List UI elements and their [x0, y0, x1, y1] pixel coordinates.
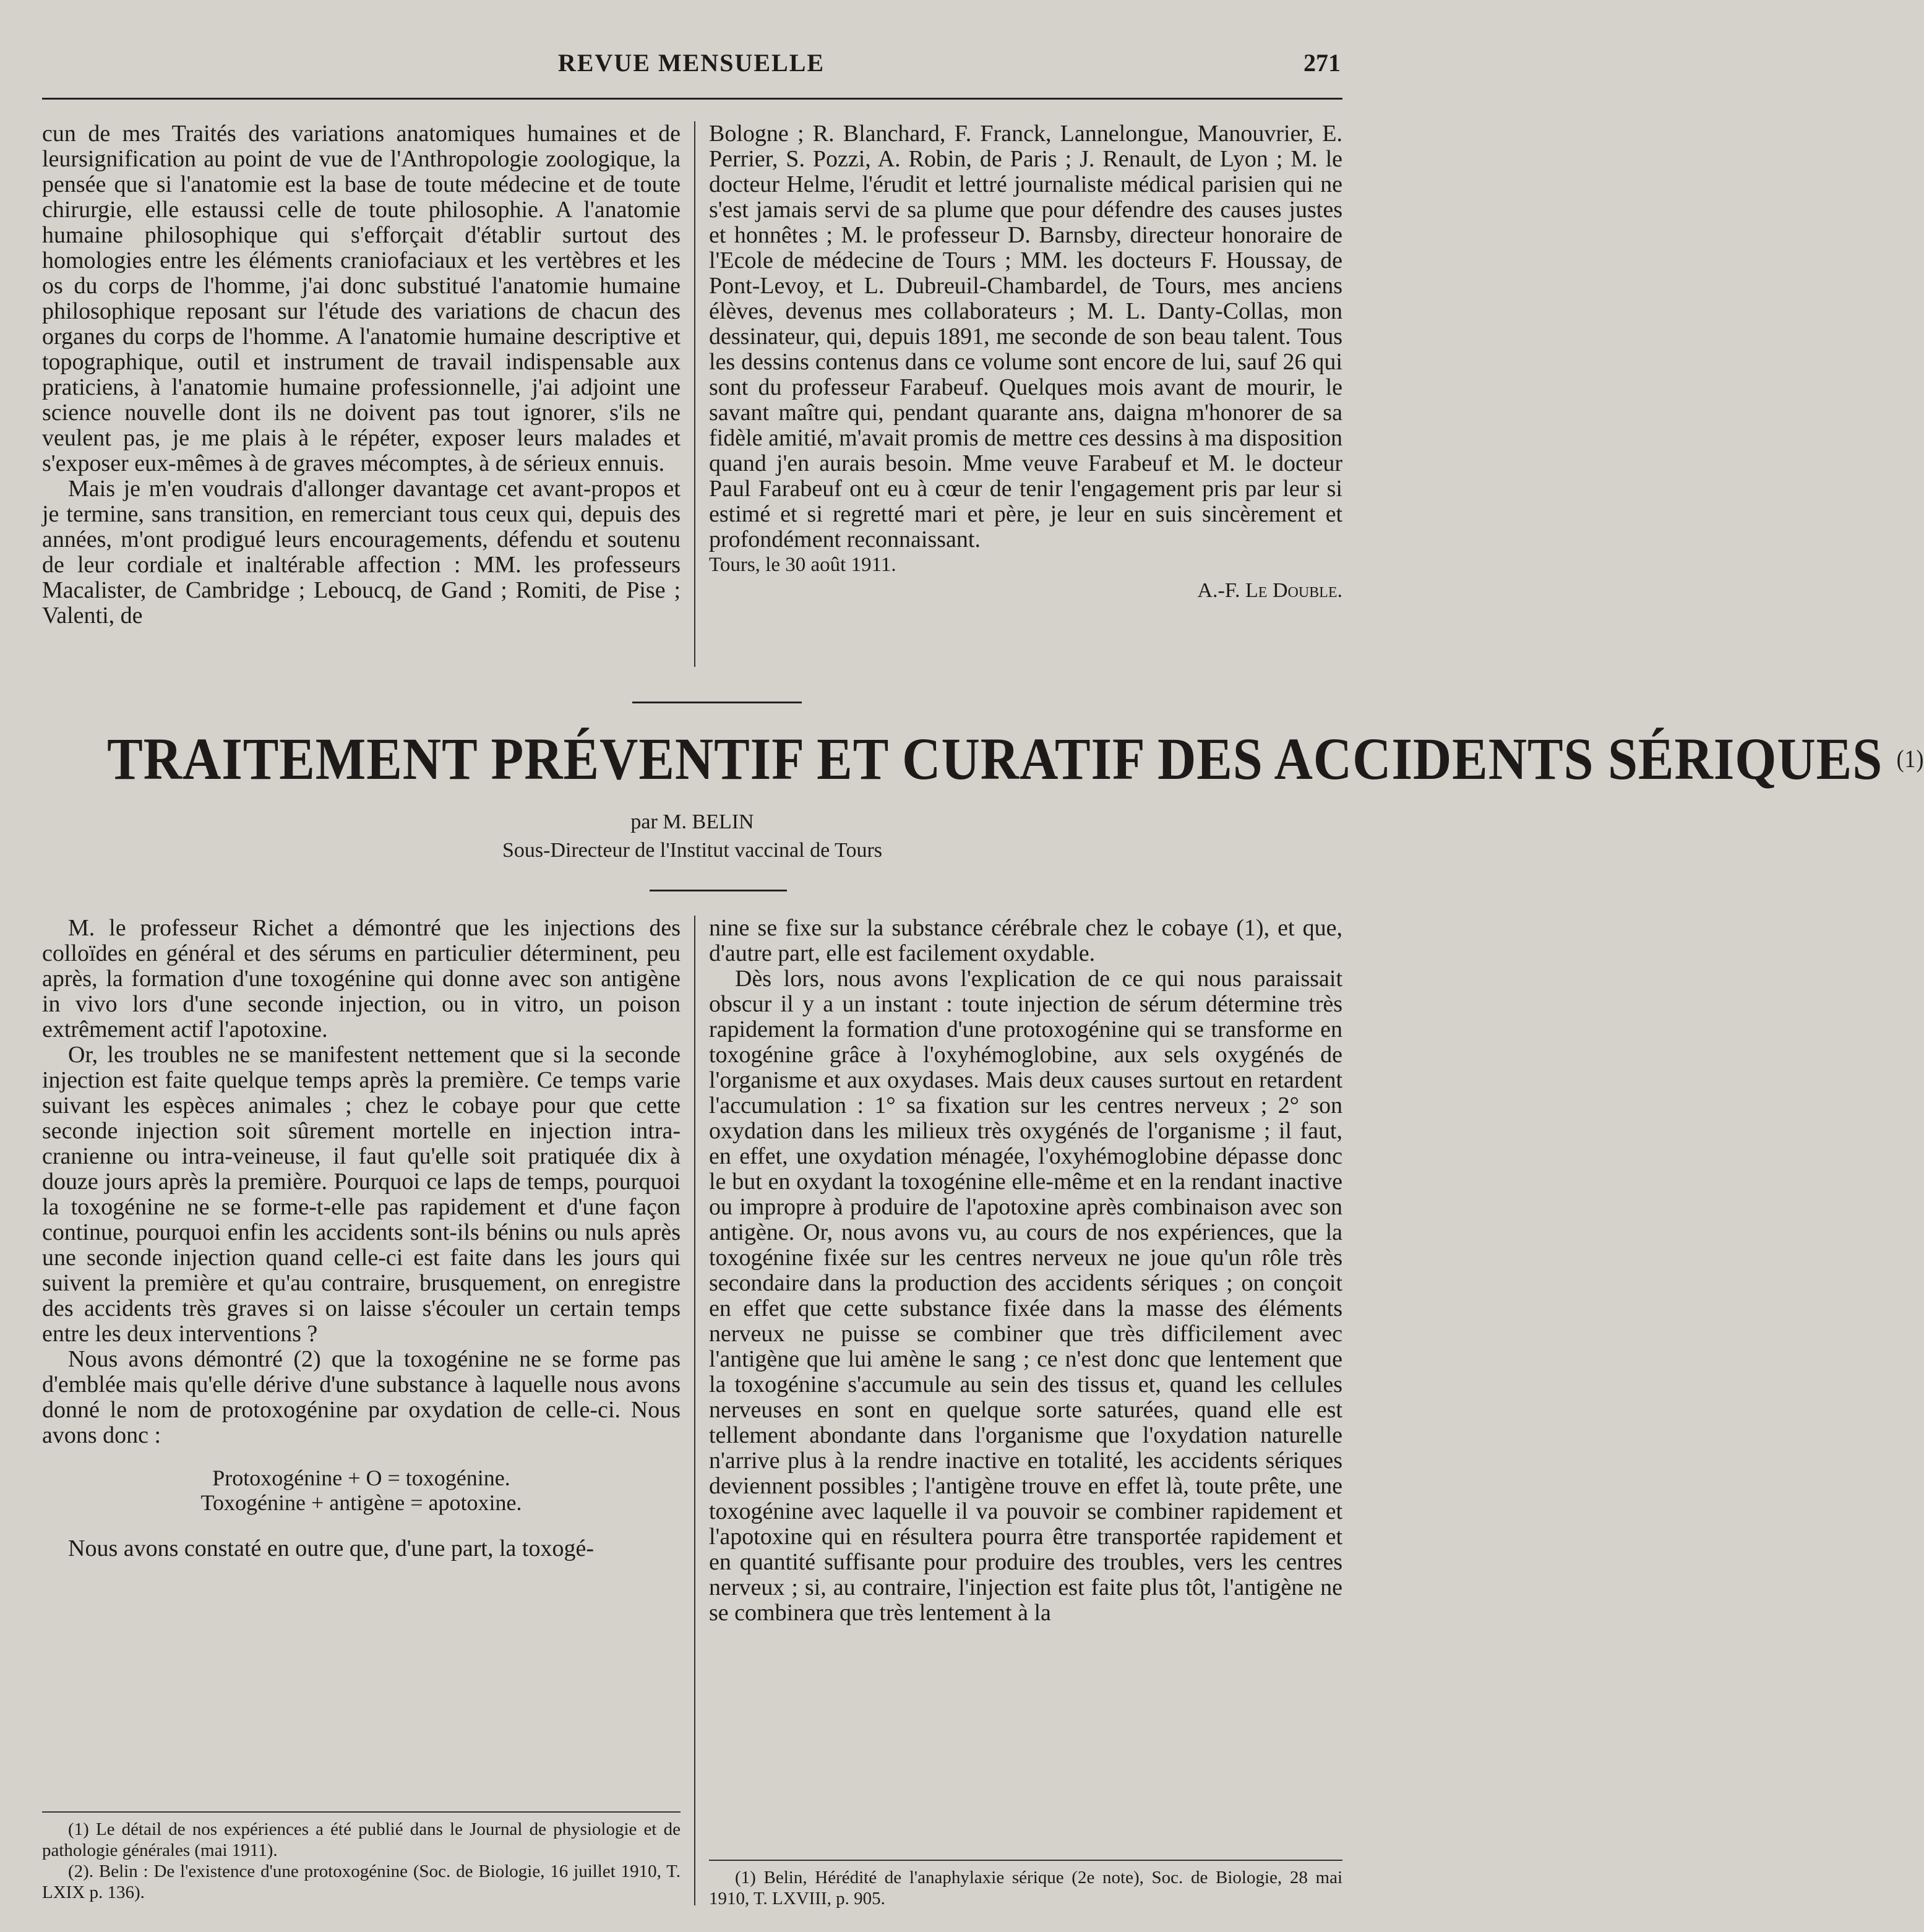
article-title	[107, 725, 1924, 793]
formula-line: Toxogénine + antigène = apotoxine.	[200, 1490, 522, 1515]
formula-line: Protoxogénine + O = toxogénine.	[212, 1466, 510, 1490]
top-left-column	[42, 121, 681, 629]
paragraph: Nous avons constaté en outre que, d'une part, la toxogé-	[68, 1535, 594, 1561]
paragraph: Mais je m'en voudrais d'allonger davantage cet avant-propos et je termine, sans transition, en remerciant tous ceux qui, depuis des années, m'ont prodigué leurs encouragements, défendu et soutenu de leur cordiale et inaltérable affection : MM. les professeurs Macalister, de Cambridge ; Leboucq, de Gand ; Romiti, de Pise ; Valenti, de	[42, 476, 681, 629]
footnotes-left	[42, 1819, 681, 1903]
column-divider	[694, 916, 695, 1905]
paragraph: Dès lors, nous avons l'explication de ce qui nous paraissait obscur il y a un instant : toute injection de sérum détermine très rapidement la formation d'une protoxogénine qui se transforme en toxogénine grâce à l'oxyhémoglobine, aux sels oxygénés de l'organisme et aux oxydases. Mais deux causes surtout en retardent l'accumulation : 1° sa fixation sur les centres nerveux ; 2° son oxydation dans les milieux très oxygénés de l'organisme ; il faut, en effet, une oxydation ménagée, l'oxyhémoglobine dépasse donc le but en oxydant la toxogénine elle-même et en la rendant inactive ou impropre à produire de l'apotoxine après combinaison avec son antigène. Or, nous avons vu, au cours de nos expériences, que la toxogénine fixée sur les centres nerveux ne joue qu'un rôle très secondaire dans la production des accidents sériques ; on conçoit en effet que cette substance fixée dans la masse des éléments nerveux ne puisse se combiner que très difficilement avec l'antigène que lui amène le sang ; ce n'est donc que lentement que la toxogénine s'accumule au sein des tissus et, quand les cellules nerveuses en sont en quelque sorte saturées, quand elle est tellement abondante dans l'organisme que l'oxydation naturelle n'arrive plus à la rendre inactive en totalité, les accidents sériques deviennent possibles ; l'antigène trouve en effet là, toute prête, une toxogénine avec laquelle il va pouvoir se combiner rapidement et l'apotoxine qui en résultera pourra être transportée rapidement et en quantité suffisante pour produire des troubles, vers les centres nerveux ; si, au contraire, l'injection est faite plus tôt, l'antigène ne se combinera que très lentement à la	[709, 966, 1342, 1626]
byline: par M. BELIN	[630, 810, 754, 833]
signature-author: A.-F. Le Double.	[1197, 579, 1342, 602]
bottom-left-column	[42, 916, 681, 1561]
bottom-right-column	[709, 916, 1342, 1626]
footnote: (2). Belin : De l'existence d'une protoxogénine (Soc. de Biologie, 16 juillet 1910, T. LXIX p. 136).	[42, 1861, 681, 1902]
section-separator	[632, 702, 802, 703]
title-footnote-ref: (1)	[1896, 745, 1924, 773]
formula-block	[42, 1466, 681, 1515]
paragraph: Or, les troubles ne se manifestent nettement que si la seconde injection est faite quelque temps après la première. Ce temps varie suivant les espèces animales ; chez le cobaye pour que cette seconde injection soit sûrement mortelle en injection intra-cranienne ou intra-veineuse, il faut qu'elle soit pratiquée dix à douze jours après la première. Pourquoi ce laps de temps, pourquoi la toxogénine ne se forme-t-elle pas rapidement et d'une façon continue, pourquoi enfin les accidents sont-ils bénins ou nuls après une seconde injection quand celle-ci est faite dans les jours qui suivent la première et qu'au contraire, brusquement, on enregistre des accidents très graves si on laisse s'écouler un certain temps entre les deux interventions ?	[42, 1042, 681, 1347]
paragraph: Bologne ; R. Blanchard, F. Franck, Lannelongue, Manouvrier, E. Perrier, S. Pozzi, A. Robin, de Paris ; J. Renault, de Lyon ; M. le docteur Helme, l'érudit et lettré journaliste médical parisien qui ne s'est jamais servi de sa plume que pour défendre des causes justes et honnêtes ; M. le professeur D. Barnsby, directeur honoraire de l'Ecole de médecine de Tours ; MM. les docteurs F. Houssay, de Pont-Levoy, et L. Dubreuil-Chambardel, de Tours, mes anciens élèves, devenus mes collaborateurs ; M. L. Danty-Collas, mon dessinateur, qui, depuis 1891, me seconde de son beau talent. Tous les dessins contenus dans ce volume sont encore de lui, sauf 26 qui sont du professeur Farabeuf. Quelques mois avant de mourir, le savant maître qui, pendant quarante ans, daigna m'honorer de sa fidèle amitié, m'avait promis de mettre ces dessins à ma disposition quand j'en aurais besoin. Mme veuve Farabeuf et M. le docteur Paul Farabeuf ont eu à cœur de tenir l'engagement pris par leur si estimé et si regretté mari et père, je leur en suis sincèrement et profondément reconnaissant.	[709, 121, 1342, 552]
footnote-rule	[42, 1811, 681, 1813]
paragraph: M. le professeur Richet a démontré que les injections des colloïdes en général et des sérums en particulier déterminent, peu après, la formation d'une toxogénine qui donne avec son antigène in vivo lors d'une seconde injection, ou in vitro, un poison extrêmement actif l'apotoxine.	[42, 915, 681, 1042]
footnote: (1) Le détail de nos expériences a été publié dans le Journal de physiologie et de pathologie générales (mai 1911).	[42, 1819, 681, 1860]
affiliation: Sous-Directeur de l'Institut vaccinal de Tours	[502, 839, 882, 862]
running-title: REVUE MENSUELLE	[557, 49, 825, 77]
footnote-rule	[709, 1860, 1342, 1861]
top-right-column	[709, 121, 1342, 603]
footnote: (1) Belin, Hérédité de l'anaphylaxie sérique (2e note), Soc. de Biologie, 28 mai 1910, T. LXVIII, p. 905.	[709, 1868, 1342, 1908]
paragraph: Nous avons démontré (2) que la toxogénine ne se forme pas d'emblée mais qu'elle dérive d'une substance à laquelle nous avons donné le nom de protoxogénine par oxydation de celle-ci. Nous avons donc :	[42, 1346, 681, 1448]
paragraph: nine se fixe sur la substance cérébrale chez le cobaye (1), et que, d'autre part, elle est facilement oxydable.	[709, 915, 1342, 966]
signature-date: Tours, le 30 août 1911.	[709, 554, 896, 576]
title-separator	[650, 890, 787, 891]
running-header	[42, 48, 1341, 85]
header-rule	[42, 98, 1342, 100]
footnotes-right	[709, 1867, 1342, 1909]
column-divider	[694, 121, 695, 667]
article-title-text: TRAITEMENT PRÉVENTIF ET CURATIF DES ACCIDENTS SÉRIQUES	[107, 726, 1883, 792]
page-number: 271	[1303, 49, 1341, 77]
paragraph: cun de mes Traités des variations anatomiques humaines et de leursignification au point de vue de l'Anthropologie zoologique, la pensée que si l'anatomie est la base de toute médecine et de toute chirurgie, elle estaussi celle de toute philosophie. A l'anatomie humaine philosophique qui s'efforçait d'établir surtout des homologies entre les éléments craniofaciaux et les vertèbres et les os du corps de l'homme, j'ai donc substitué l'anatomie humaine philosophique reposant sur l'étude des variations de chacun des organes du corps de l'homme. A l'anatomie humaine descriptive et topographique, outil et instrument de travail indispensable aux praticiens, à l'anatomie humaine professionnelle, j'ai adjoint une science nouvelle dont ils ne doivent pas tout ignorer, s'ils ne veulent pas, je me plais à le répéter, exposer leurs malades et s'exposer eux-mêmes à de graves mécomptes, à de sérieux ennuis.	[42, 121, 681, 476]
